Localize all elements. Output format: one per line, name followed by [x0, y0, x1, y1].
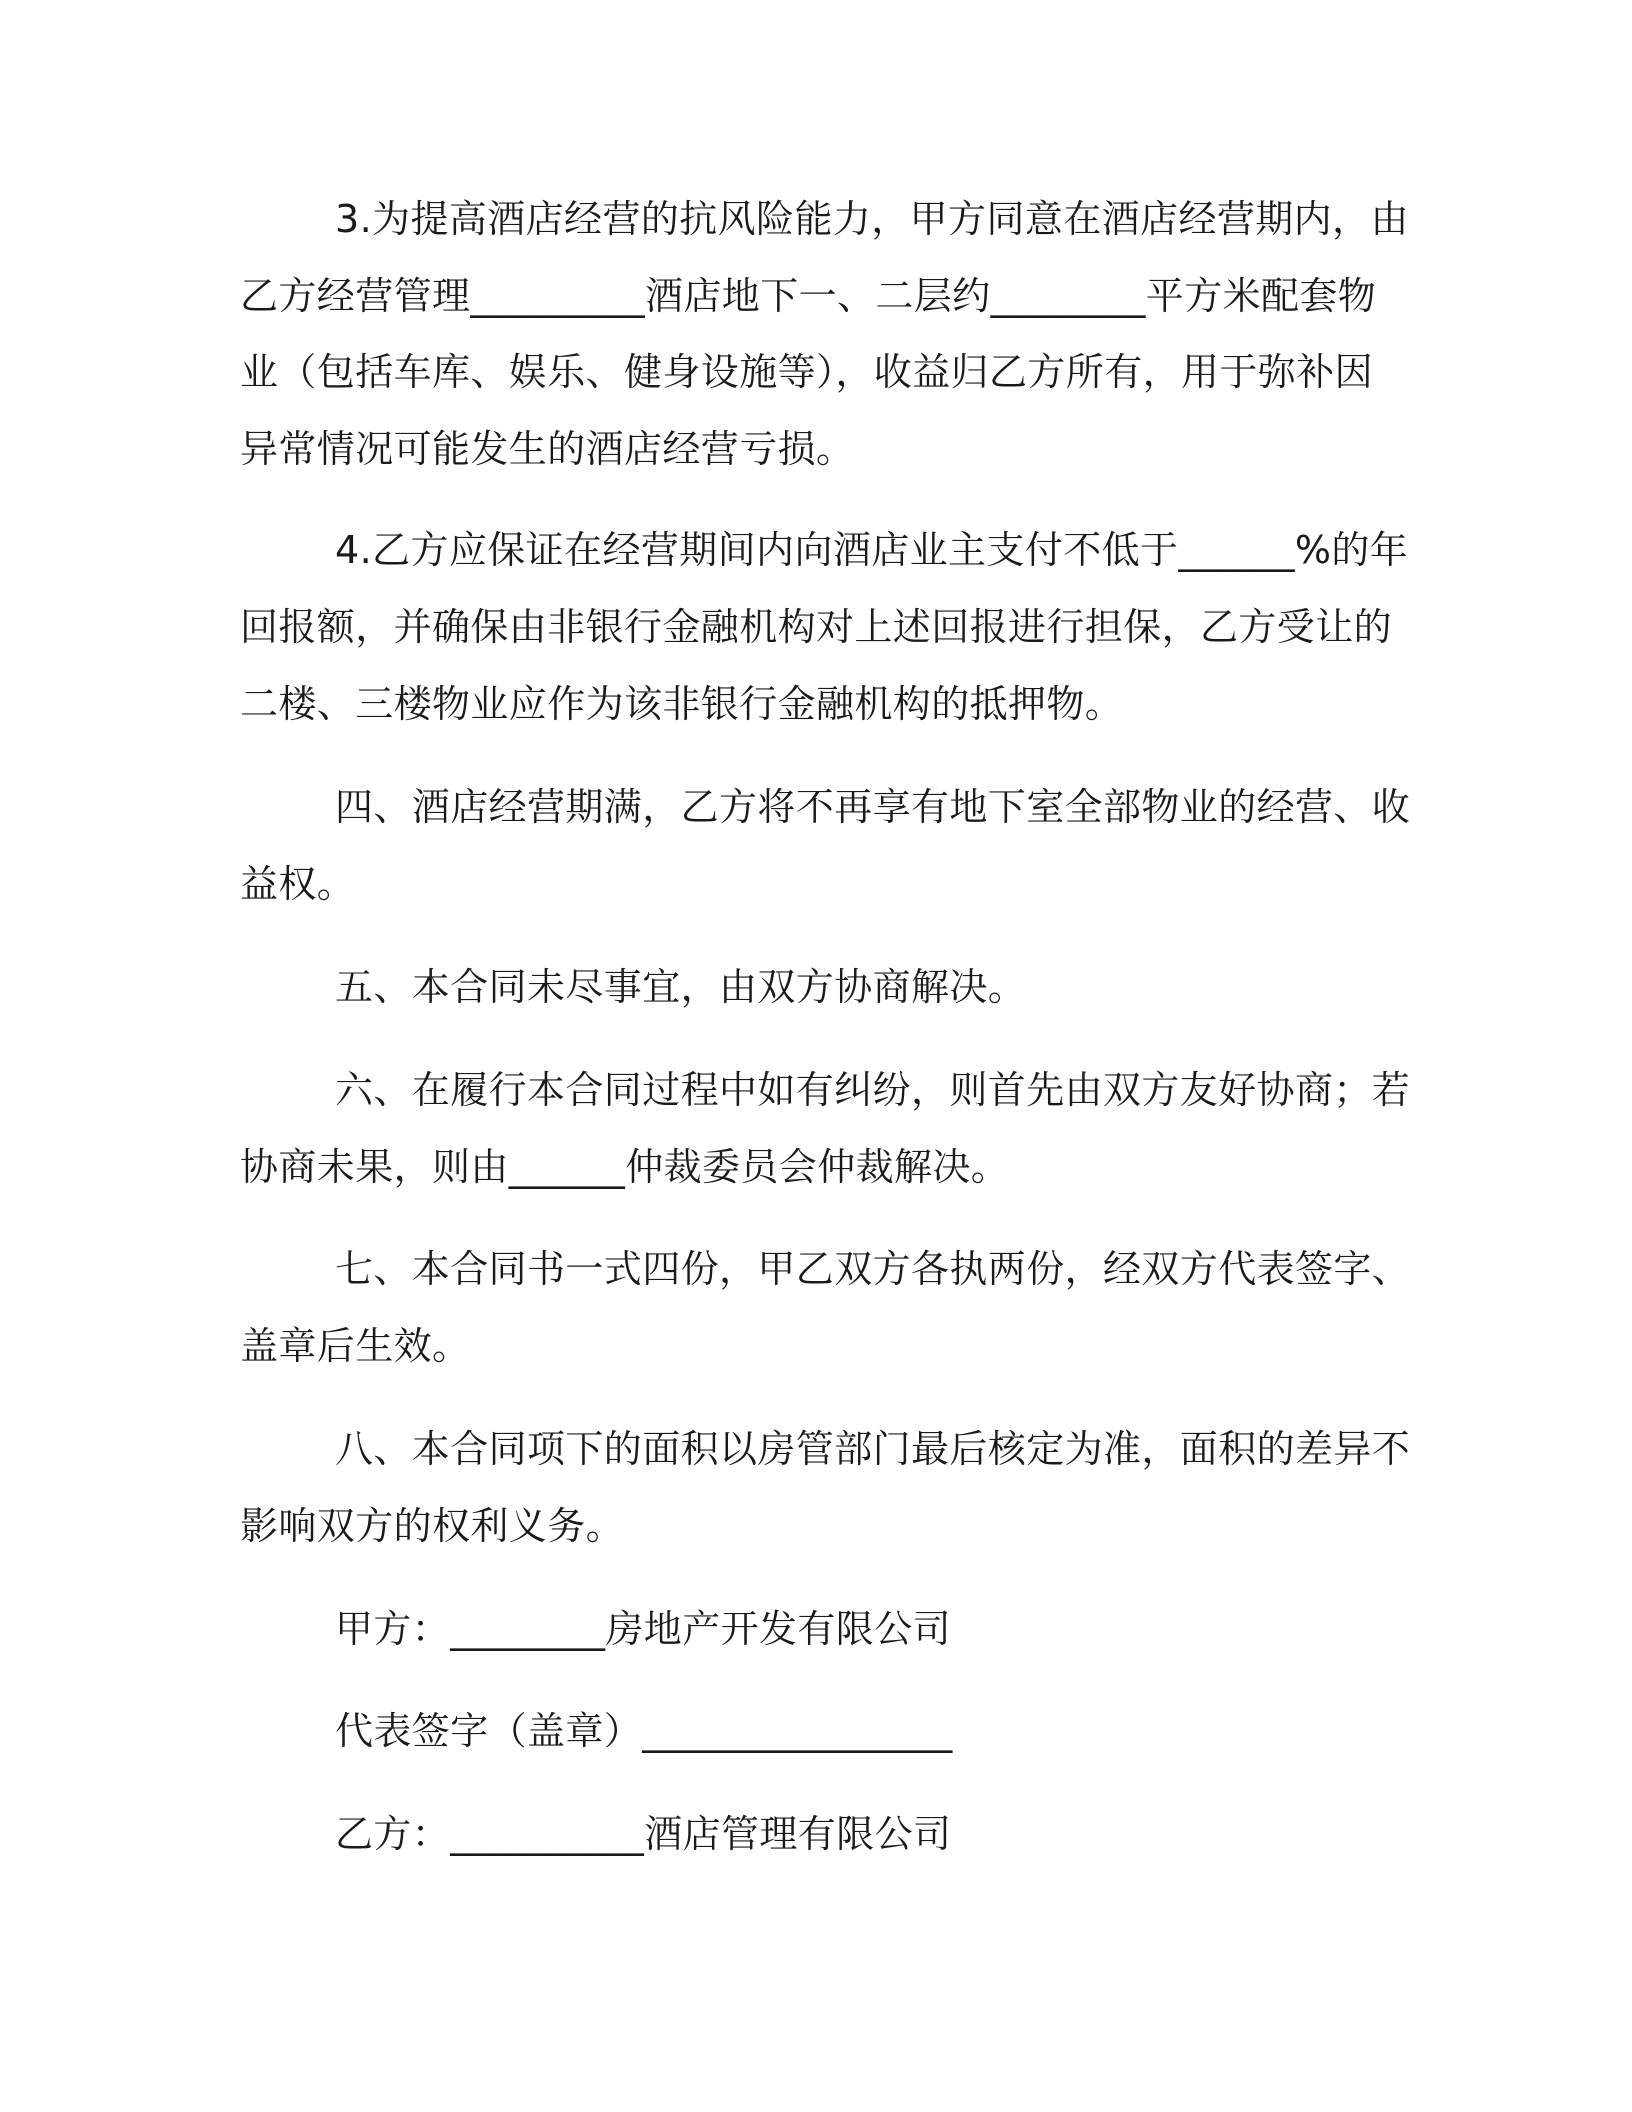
clause-3-line-4: 异常情况可能发生的酒店经营亏损。	[240, 427, 855, 471]
clause-4-line-1: 4.乙方应保证在经营期间内向酒店业主支付不低于______%的年	[335, 528, 1409, 572]
representative-signature-line: 代表签字（盖章）________________	[335, 1709, 953, 1753]
article-6-line-2: 协商未果，则由______仲裁委员会仲裁解决。	[240, 1145, 1010, 1189]
article-7-line-2: 盖章后生效。	[240, 1324, 471, 1368]
clause-3-line-2: 乙方经营管理_________酒店地下一、二层约________平方米配套物	[240, 274, 1377, 318]
article-8-line-2: 影响双方的权利义务。	[240, 1504, 625, 1548]
article-7-line-1: 七、本合同书一式四份，甲乙双方各执两份，经双方代表签字、	[335, 1247, 1411, 1291]
article-8-line-1: 八、本合同项下的面积以房管部门最后核定为准，面积的差异不	[335, 1427, 1411, 1471]
clause-4-line-2: 回报额，并确保由非银行金融机构对上述回报进行担保，乙方受让的	[240, 605, 1393, 649]
article-4-line-2: 益权。	[240, 862, 356, 906]
clause-4-line-3: 二楼、三楼物业应作为该非银行金融机构的抵押物。	[240, 682, 1124, 726]
article-6-line-1: 六、在履行本合同过程中如有纠纷，则首先由双方友好协商；若	[335, 1068, 1411, 1112]
article-4-line-1: 四、酒店经营期满，乙方将不再享有地下室全部物业的经营、收	[335, 785, 1411, 829]
clause-3-line-1: 3.为提高酒店经营的抗风险能力，甲方同意在酒店经营期内，由	[335, 197, 1409, 241]
party-a-line: 甲方：________房地产开发有限公司	[335, 1607, 952, 1651]
article-5-line-1: 五、本合同未尽事宜，由双方协商解决。	[335, 965, 1027, 1009]
clause-3-line-3: 业（包括车库、娱乐、健身设施等），收益归乙方所有，用于弥补因	[240, 350, 1374, 394]
party-b-line: 乙方：__________酒店管理有限公司	[335, 1812, 952, 1856]
